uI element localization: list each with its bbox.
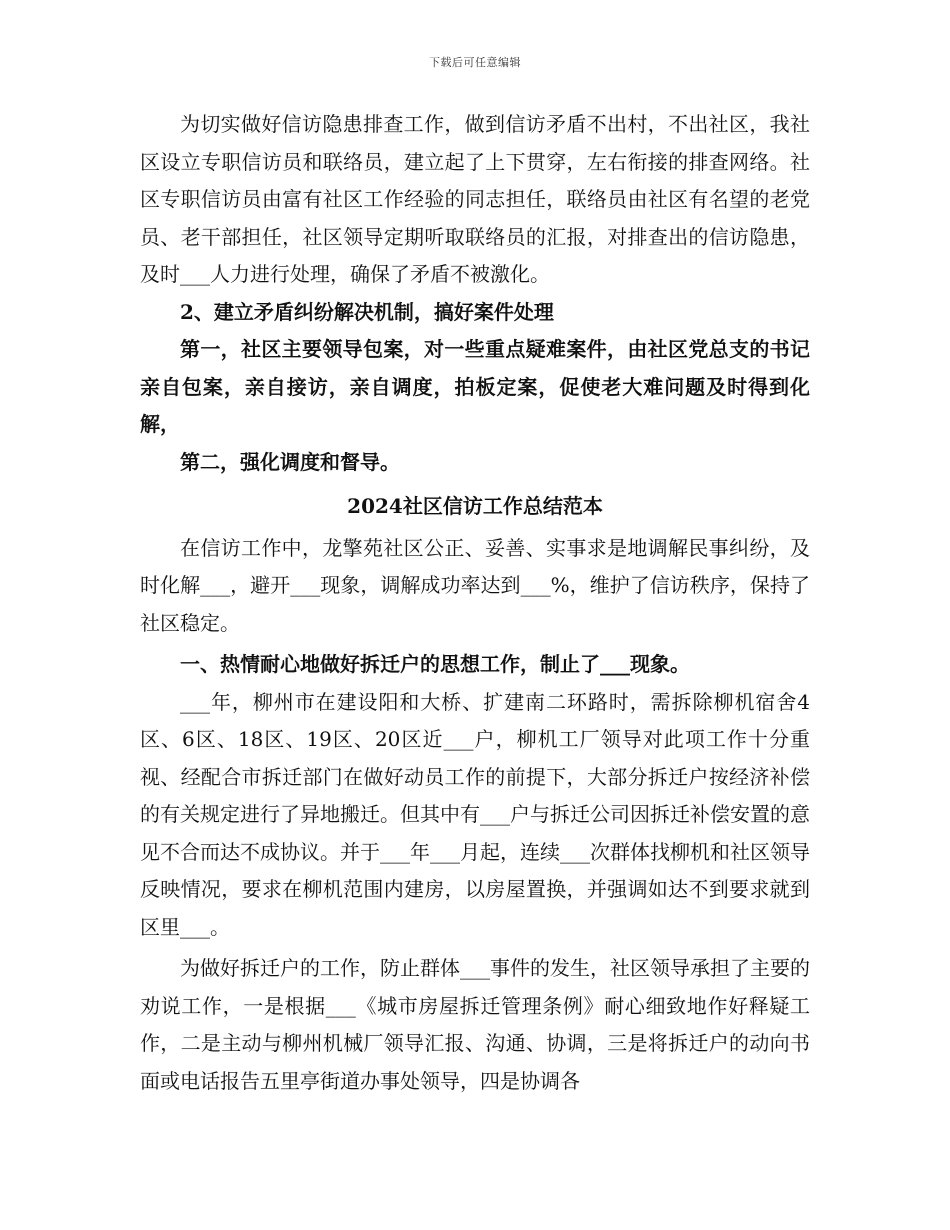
paragraph-relocation-measures: 为做好拆迁户的工作，防止群体___事件的发生，社区领导承担了主要的劝说工作，一是根据___《城市房屋拆迁管理条例》耐心细致地作好释疑工作，二是主动与柳州机械厂领导汇报、沟通、协调，三是将拆迁户的动向书面或电话报告五里亭街道办事处领导，四是协调各 (140, 956, 810, 1093)
paragraph-investigation-network: 为切实做好信访隐患排查工作，做到信访矛盾不出村，不出社区，我社区设立专职信访员和联络员，建立起了上下贯穿，左右衔接的排查网络。社区专职信访员由富有社区工作经验的同志担任，联络员由社区有名望的老党员、老干部担任，社区领导定期听取联络员的汇报，对排查出的信访隐患，及时___人力进行处理，确保了矛盾不被激化。 (140, 112, 810, 286)
paragraph-first-point: 第一，社区主要领导包案，对一些重点疑难案件，由社区党总支的书记亲自包案，亲自接访，亲自调度，拍板定案，促使老大难问题及时得到化解， (140, 337, 810, 436)
page-header: 下载后可任意编辑 (429, 56, 521, 69)
paragraph-intro: 在信访工作中，龙擎苑社区公正、妥善、实事求是地调解民事纠纷，及时化解___，避开___现象，调解成功率达到___%，维护了信访秩序，保持了社区稳定。 (140, 535, 810, 635)
heading-relocation-work: 一、热情耐心地做好拆迁户的思想工作，制止了___现象。 (180, 652, 690, 676)
paragraph-relocation-background: ___年，柳州市在建设阳和大桥、扩建南二环路时，需拆除柳机宿舍4区、6区、18区、19区、20区近___户，柳机工厂领导对此项工作十分重视、经配合市拆迁部门在做好动员工作的前提下，大部分拆迁户按经济补偿的有关规定进行了异地搬迁。但其中有___户与拆迁公司因拆迁补偿安置的意见不合而达不成协议。并于___年___月起，连续___次群体找柳机和社区领导反映情况，要求在柳机范围内建房，以房屋置换，并强调如达不到要求就到区里___。 (140, 689, 810, 939)
document-title: 2024社区信访工作总结范本 (347, 494, 603, 518)
document-body (140, 106, 810, 1100)
heading-dispute-mechanism: 2、建立矛盾纠纷解决机制，搞好案件处理 (180, 299, 554, 324)
paragraph-second-point: 第二，强化调度和督导。 (180, 449, 400, 474)
